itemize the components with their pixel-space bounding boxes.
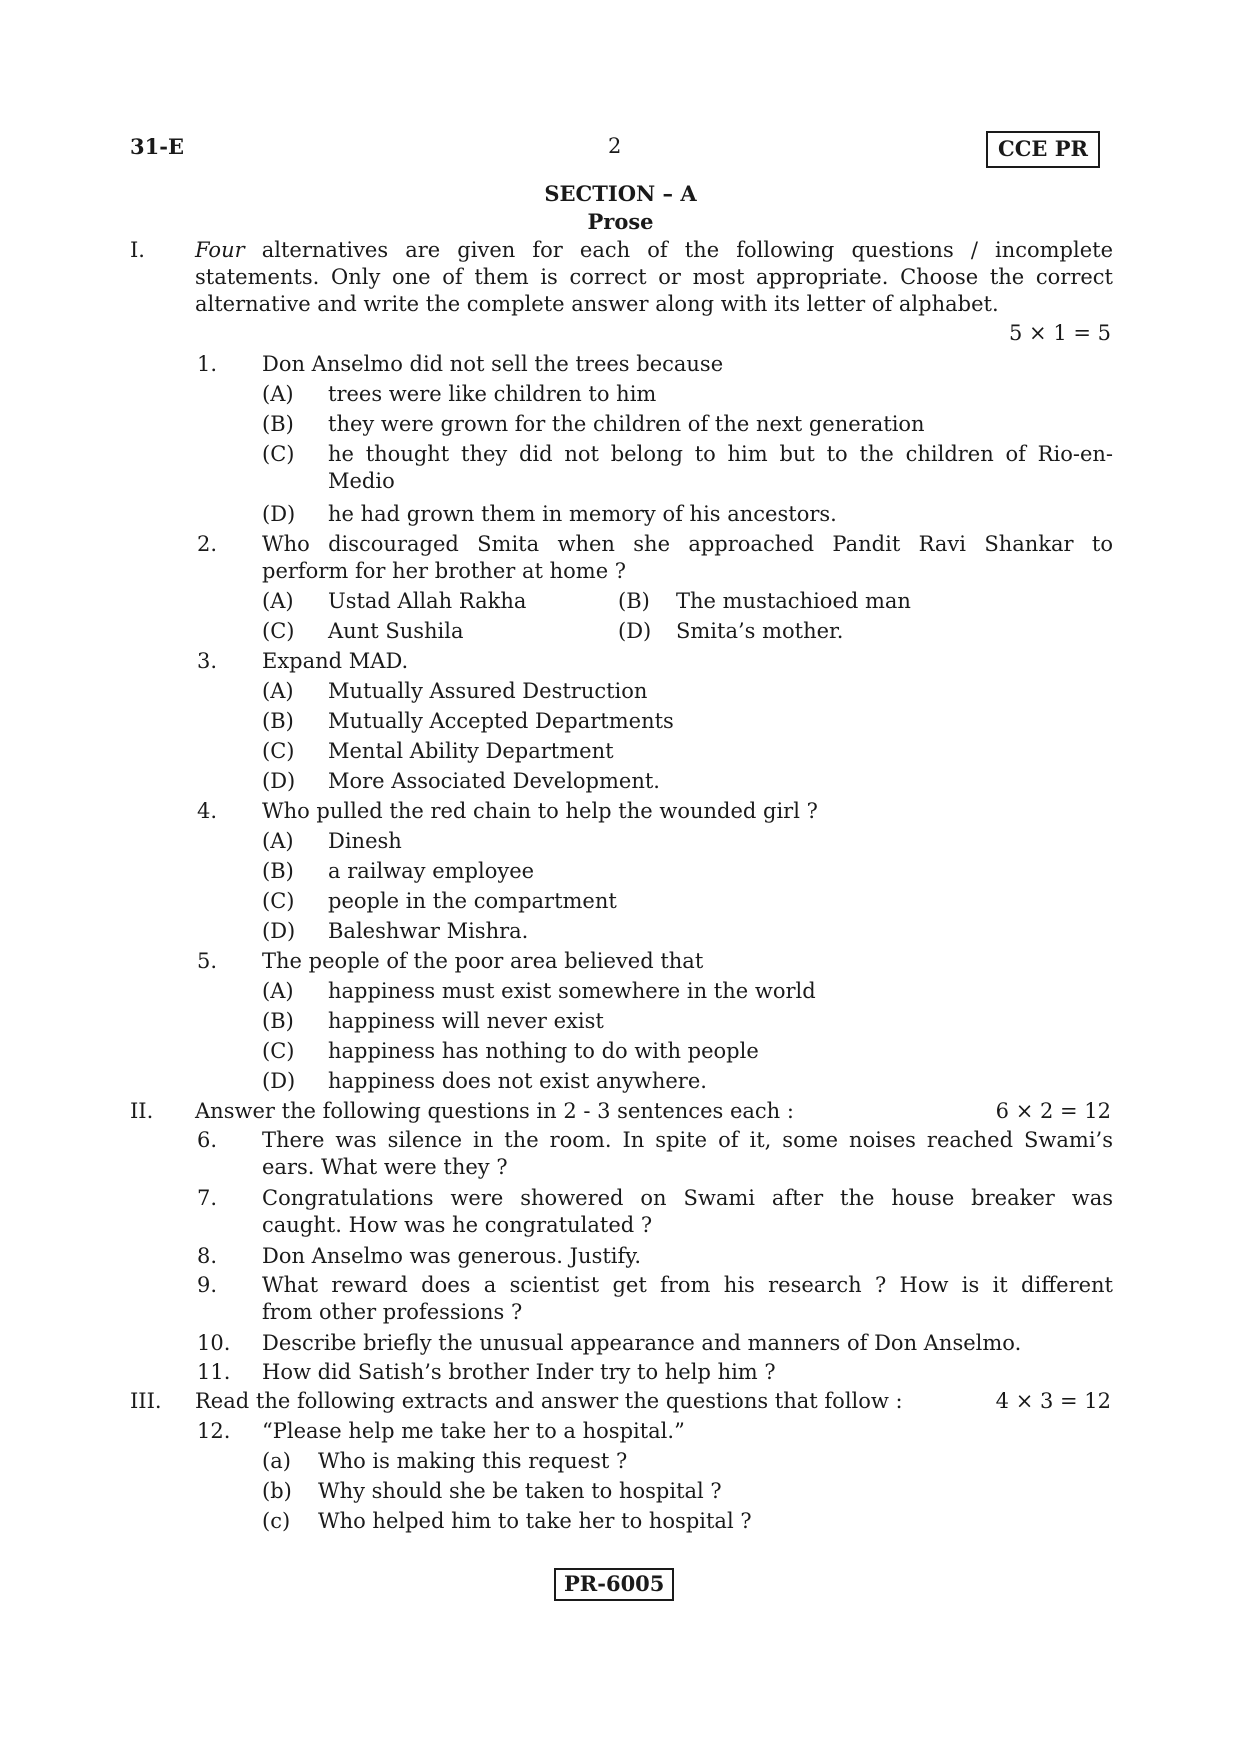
instruction-text: alternatives are given for each of the following questions / incomplete bbox=[244, 238, 1113, 262]
question-text-continued: from other professions ? bbox=[262, 1300, 523, 1324]
part-2-instruction: Answer the following questions in 2 - 3 sentences each : bbox=[195, 1099, 794, 1123]
part-1-instruction-line-2: statements. Only one of them is correct or most appropriate. Choose the correct bbox=[195, 265, 1113, 289]
question-number: 9. bbox=[197, 1273, 218, 1297]
option-letter: (C) bbox=[262, 739, 295, 763]
question-text: Don Anselmo did not sell the trees because bbox=[262, 352, 724, 376]
option-letter: (C) bbox=[262, 442, 295, 466]
part-2-marks: 6 × 2 = 12 bbox=[995, 1099, 1111, 1123]
option-letter: (C) bbox=[262, 619, 295, 643]
option-letter: (B) bbox=[262, 1009, 294, 1033]
option-text: Mutually Assured Destruction bbox=[328, 679, 648, 703]
sub-question-text: Why should she be taken to hospital ? bbox=[318, 1479, 722, 1503]
option-letter: (B) bbox=[262, 412, 294, 436]
option-letter: (B) bbox=[618, 589, 650, 613]
option-text: Ustad Allah Rakha bbox=[328, 589, 527, 613]
question-number: 8. bbox=[197, 1244, 218, 1268]
option-letter: (A) bbox=[262, 829, 294, 853]
footer-code: PR-6005 bbox=[554, 1568, 674, 1601]
option-letter: (A) bbox=[262, 589, 294, 613]
sub-question-letter: (c) bbox=[262, 1509, 291, 1533]
question-text: What reward does a scientist get from his research ? How is it different bbox=[262, 1273, 1113, 1297]
question-text: How did Satish’s brother Inder try to help him ? bbox=[262, 1360, 776, 1384]
section-title: SECTION – A bbox=[544, 181, 697, 206]
part-3-numeral: III. bbox=[130, 1389, 162, 1413]
question-text-continued: caught. How was he congratulated ? bbox=[262, 1213, 653, 1237]
option-text: happiness has nothing to do with people bbox=[328, 1039, 759, 1063]
option-letter: (A) bbox=[262, 679, 294, 703]
option-text: people in the compartment bbox=[328, 889, 617, 913]
option-letter: (C) bbox=[262, 1039, 295, 1063]
question-text: Describe briefly the unusual appearance and manners of Don Anselmo. bbox=[262, 1331, 1022, 1355]
question-text: Don Anselmo was generous. Justify. bbox=[262, 1244, 642, 1268]
option-letter: (D) bbox=[262, 769, 296, 793]
page-number: 2 bbox=[608, 134, 622, 158]
option-text: Mutually Accepted Departments bbox=[328, 709, 674, 733]
question-text: Congratulations were showered on Swami after the house breaker was bbox=[262, 1186, 1113, 1210]
option-letter: (D) bbox=[618, 619, 652, 643]
part-2-numeral: II. bbox=[130, 1099, 154, 1123]
paper-code: 31-E bbox=[130, 134, 184, 159]
exam-badge: CCE PR bbox=[986, 131, 1100, 168]
option-text: he thought they did not belong to him but to the children of Rio-en- bbox=[328, 442, 1113, 466]
part-1-marks: 5 × 1 = 5 bbox=[1009, 321, 1111, 345]
question-number: 3. bbox=[197, 649, 218, 673]
question-number: 11. bbox=[197, 1360, 231, 1384]
sub-question-text: Who helped him to take her to hospital ? bbox=[318, 1509, 752, 1533]
option-text: Baleshwar Mishra. bbox=[328, 919, 529, 943]
option-letter: (D) bbox=[262, 919, 296, 943]
option-text-continued: Medio bbox=[328, 469, 395, 493]
extract-quote: “Please help me take her to a hospital.” bbox=[262, 1419, 685, 1443]
question-text: There was silence in the room. In spite of it, some noises reached Swami’s bbox=[262, 1128, 1113, 1152]
question-text-continued: ears. What were they ? bbox=[262, 1155, 508, 1179]
question-number: 5. bbox=[197, 949, 218, 973]
part-1-numeral: I. bbox=[130, 238, 145, 262]
option-letter: (D) bbox=[262, 502, 296, 526]
option-text: Mental Ability Department bbox=[328, 739, 614, 763]
option-text: Aunt Sushila bbox=[328, 619, 464, 643]
option-text: happiness will never exist bbox=[328, 1009, 604, 1033]
option-text: they were grown for the children of the next generation bbox=[328, 412, 925, 436]
part-3-instruction: Read the following extracts and answer the questions that follow : bbox=[195, 1389, 903, 1413]
option-letter: (C) bbox=[262, 889, 295, 913]
option-letter: (D) bbox=[262, 1069, 296, 1093]
instruction-emphasis: Four bbox=[195, 238, 245, 262]
option-text: happiness does not exist anywhere. bbox=[328, 1069, 707, 1093]
sub-question-text: Who is making this request ? bbox=[318, 1449, 628, 1473]
option-text: a railway employee bbox=[328, 859, 535, 883]
option-text: he had grown them in memory of his ancestors. bbox=[328, 502, 837, 526]
option-text: Smita’s mother. bbox=[676, 619, 844, 643]
option-text: Dinesh bbox=[328, 829, 402, 853]
question-number: 4. bbox=[197, 799, 218, 823]
question-number: 6. bbox=[197, 1128, 218, 1152]
question-text: Expand MAD. bbox=[262, 649, 409, 673]
option-text: happiness must exist somewhere in the world bbox=[328, 979, 816, 1003]
question-number: 12. bbox=[197, 1419, 231, 1443]
option-text: trees were like children to him bbox=[328, 382, 657, 406]
part-1-instruction-line-3: alternative and write the complete answer along with its letter of alphabet. bbox=[195, 292, 999, 316]
option-letter: (B) bbox=[262, 709, 294, 733]
option-letter: (A) bbox=[262, 382, 294, 406]
sub-question-letter: (b) bbox=[262, 1479, 292, 1503]
option-text: The mustachioed man bbox=[676, 589, 911, 613]
option-letter: (A) bbox=[262, 979, 294, 1003]
question-text: Who discouraged Smita when she approached Pandit Ravi Shankar to bbox=[262, 532, 1113, 556]
sub-question-letter: (a) bbox=[262, 1449, 291, 1473]
question-text: Who pulled the red chain to help the wounded girl ? bbox=[262, 799, 818, 823]
question-number: 7. bbox=[197, 1186, 218, 1210]
question-text: The people of the poor area believed that bbox=[262, 949, 704, 973]
part-1-instruction-line-1 bbox=[195, 237, 1113, 264]
question-number: 1. bbox=[197, 352, 218, 376]
part-3-marks: 4 × 3 = 12 bbox=[995, 1389, 1111, 1413]
question-text-continued: perform for her brother at home ? bbox=[262, 559, 627, 583]
question-number: 2. bbox=[197, 532, 218, 556]
question-number: 10. bbox=[197, 1331, 231, 1355]
option-text: More Associated Development. bbox=[328, 769, 660, 793]
section-subtitle: Prose bbox=[587, 209, 654, 234]
option-letter: (B) bbox=[262, 859, 294, 883]
